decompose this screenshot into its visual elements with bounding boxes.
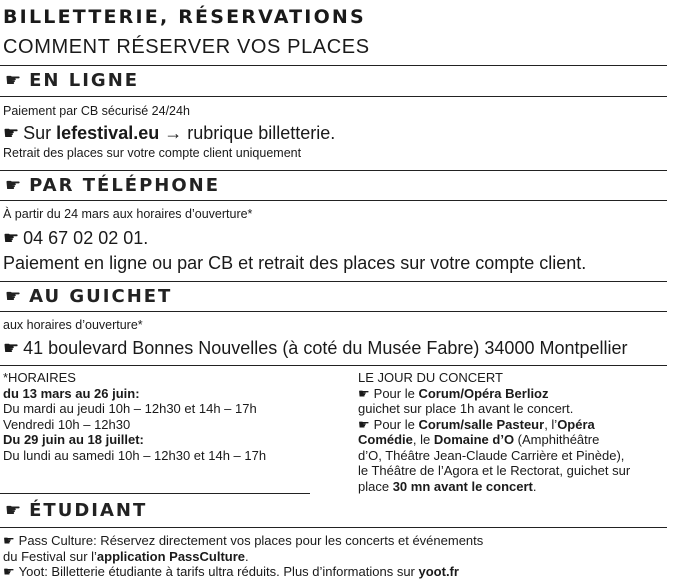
desk-address: 41 boulevard Bonnes Nouvelles (à coté du Musée Fabre) 34000 Montpellier bbox=[23, 338, 628, 358]
hours-period-1: du 13 mars au 26 juin: bbox=[3, 385, 140, 401]
page-title: BILLETTERIE, RÉSERVATIONS bbox=[3, 6, 366, 28]
divider bbox=[0, 311, 667, 312]
phone-number[interactable]: 04 67 02 02 01. bbox=[23, 228, 149, 248]
section-heading-desk: ☚ AU GUICHET bbox=[3, 286, 173, 307]
pointing-hand-icon: ☛ bbox=[358, 416, 370, 432]
concert-day-line: guichet sur place 1h avant le concert. bbox=[358, 401, 574, 416]
concert-day-line: le Théâtre de l’Agora et le Rectorat, guichet sur bbox=[358, 463, 631, 478]
passculture-app: application PassCulture bbox=[96, 548, 246, 564]
pointing-hand-icon: ☛ bbox=[3, 338, 20, 358]
pointing-hand-icon: ☛ bbox=[3, 533, 15, 548]
pointing-hand-icon: ☛ bbox=[358, 385, 370, 401]
pointing-hand-icon: ☛ bbox=[3, 564, 15, 579]
pointing-hand-icon: ☛ bbox=[3, 228, 20, 248]
phone-availability: À partir du 24 mars aux horaires d’ouverture* bbox=[3, 207, 253, 221]
website-link[interactable]: lefestival.eu bbox=[56, 123, 160, 143]
venue-name: Comédie bbox=[358, 432, 413, 447]
page-subtitle: COMMENT RÉSERVER VOS PLACES bbox=[3, 36, 370, 58]
hours-line: Du mardi au jeudi 10h – 12h30 et 14h – 17h bbox=[3, 401, 257, 416]
concert-day-highlight: 30 mn avant le concert bbox=[392, 478, 533, 494]
pointing-hand-icon: ☛ bbox=[3, 123, 20, 143]
phone-payment-info: Paiement en ligne ou par CB et retrait des places sur votre compte client. bbox=[3, 253, 587, 273]
online-payment-info: Paiement par CB sécurisé 24/24h bbox=[3, 104, 190, 118]
divider bbox=[0, 65, 667, 66]
yoot-link[interactable]: yoot.fr bbox=[418, 564, 459, 579]
divider bbox=[0, 200, 667, 201]
pointing-hand-icon: ☚ bbox=[3, 286, 22, 307]
online-website-line: ☛ Sur lefestival.eu → rubrique billetterie. bbox=[3, 123, 336, 143]
section-heading-online: ☚ EN LIGNE bbox=[3, 70, 140, 91]
divider bbox=[0, 493, 310, 494]
online-pickup-info: Retrait des places sur votre compte client uniquement bbox=[3, 146, 302, 160]
section-heading-phone: ☚ PAR TÉLÉPHONE bbox=[3, 175, 220, 196]
student-info: ☛ Pass Culture: Réservez directement vos places pour les concerts et événements du Festival sur l’application PassCulture. ☛ Yoot: Billetterie étudiante à tarifs ultra réduits. Plus d’informations sur yoot.fr bbox=[3, 533, 484, 579]
divider bbox=[0, 96, 667, 97]
hours-line: Vendredi 10h – 12h30 bbox=[3, 416, 131, 432]
hours-label: *HORAIRES bbox=[3, 370, 76, 385]
desk-hours-note: aux horaires d’ouverture* bbox=[3, 318, 143, 332]
venue-name: Domaine d’O bbox=[433, 432, 515, 447]
divider bbox=[0, 527, 667, 528]
pointing-hand-icon: ☚ bbox=[3, 500, 22, 521]
divider bbox=[0, 365, 667, 366]
section-heading-student: ☚ ÉTUDIANT bbox=[3, 500, 148, 521]
hours-period-2: Du 29 juin au 18 juillet: bbox=[3, 432, 144, 447]
concert-day-label: LE JOUR DU CONCERT bbox=[358, 370, 503, 385]
divider bbox=[0, 170, 667, 171]
desk-address-line bbox=[3, 338, 628, 359]
venue-name: Corum/salle Pasteur bbox=[418, 416, 545, 432]
venue-name: Opéra bbox=[557, 416, 595, 432]
hours-block bbox=[3, 370, 266, 463]
venue-name: Corum/Opéra Berlioz bbox=[418, 385, 549, 401]
pointing-hand-icon: ☚ bbox=[3, 175, 22, 196]
divider bbox=[0, 281, 667, 282]
pointing-hand-icon: ☚ bbox=[3, 70, 22, 91]
hours-line: Du lundi au samedi 10h – 12h30 et 14h – 17h bbox=[3, 447, 267, 463]
concert-day-block: LE JOUR DU CONCERT ☛ Pour le Corum/Opéra Berlioz guichet sur place 1h avant le concert. ☛ Pour le Corum/salle Pasteur, l’Opéra Comédie, le Domaine d’O (Amphithéâtre d’O, Théâtre Jean-Claude Carrière et Pinède), le Théâtre de l’Agora et le Rectorat, guichet sur place 30 mn avant le concert. bbox=[358, 370, 631, 494]
concert-day-line: d’O, Théâtre Jean-Claude Carrière et Pinède), bbox=[358, 447, 625, 463]
phone-number-line bbox=[3, 228, 148, 249]
